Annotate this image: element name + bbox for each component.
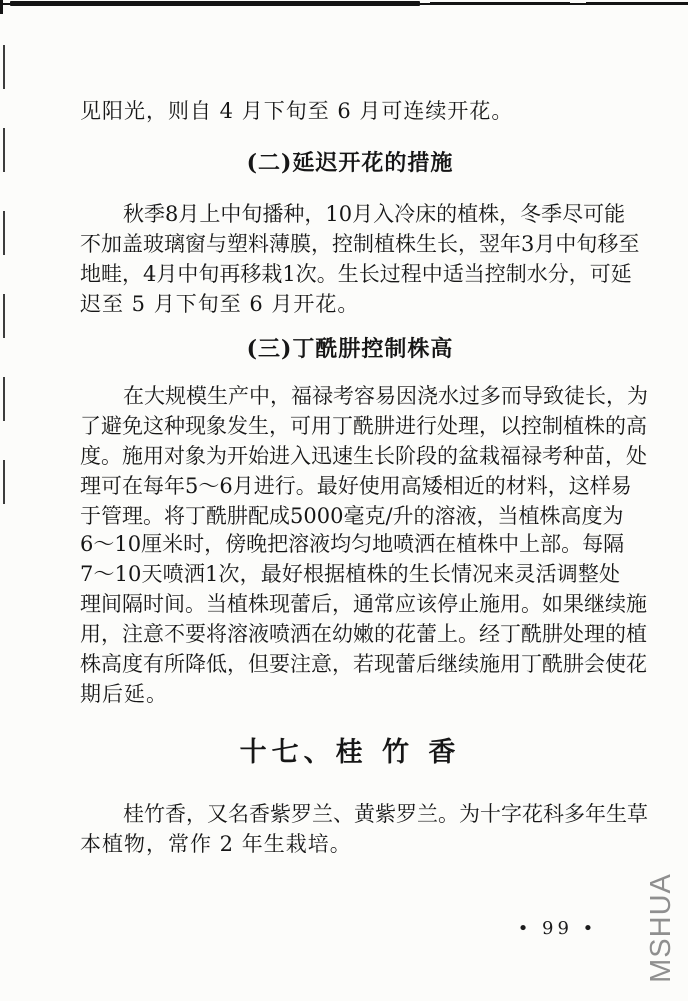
text-line: 6 ～ 10 厘 米 时 ， 傍 晚 把 溶 液 均 匀 地 喷 洒 在 植 株 中 上 部 。 每 隔: [80, 532, 625, 556]
text-line: 见阳光，则自 4 月下旬至 6 月可连续开花。: [80, 99, 514, 123]
text-line: 期后延。: [80, 682, 168, 706]
text-line: 本植物，常作 2 年生栽培。: [80, 832, 352, 856]
text-line: 迟至 5 月下旬至 6 月开花。: [80, 292, 360, 316]
chapter-title: 十七、桂 竹 香: [239, 737, 461, 768]
scan-artifact-corner-tick: [0, 0, 3, 14]
scan-artifact-top-edge-right: [586, 2, 688, 5]
text-line: 在 大 规 模 生 产 中 ， 福 禄 考 容 易 因 浇 水 过 多 而 导 致 徒 长 ， 为: [123, 384, 648, 408]
text-line: 用 ， 注 意 不 要 将 溶 液 喷 洒 在 幼 嫩 的 花 蕾 上 。 经 丁 酰 肼 处 理 的 植: [80, 622, 647, 646]
watermark-text: MSHUA: [645, 873, 677, 983]
text-line: 度 。 施 用 对 象 为 开 始 进 入 迅 速 生 长 阶 段 的 盆 栽 福 禄 考 种 苗 ， 处: [80, 444, 647, 468]
text-line: 秋 季 8 月 上 中 旬 播 种 ， 10 月 入 冷 床 的 植 株 ， 冬 季 尽 可 能: [123, 202, 626, 226]
text-line: 桂 竹 香 ， 又 名 香 紫 罗 兰 、 黄 紫 罗 兰 。 为 十 字 花 科 多 年 生 草: [123, 802, 648, 826]
page-number: • 99 •: [517, 918, 598, 939]
section-heading-2: (二)延迟开花的措施: [246, 150, 454, 176]
text-line: 理 可 在 每 年 5 ～ 6 月 进 行 。 最 好 使 用 高 矮 相 近 的 材 料 ， 这 样 易: [80, 474, 632, 498]
text-line: 了 避 免 这 种 现 象 发 生 ， 可 用 丁 酰 肼 进 行 处 理 ， 以 控 制 植 株 的 高: [80, 414, 647, 438]
scan-artifact-top-edge-thick: [10, 1, 420, 6]
text-line: 7 ～ 10 天 喷 洒 1 次 ， 最 好 根 据 植 株 的 生 长 情 况 来 灵 活 调 整 处: [80, 562, 620, 586]
text-line: 理 间 隔 时 间 。 当 植 株 现 蕾 后 ， 通 常 应 该 停 止 施 用 。 如 果 继 续 施: [80, 592, 647, 616]
text-line: 地 畦 ， 4 月 中 旬 再 移 栽 1 次 。 生 长 过 程 中 适 当 控 制 水 分 ， 可 延: [80, 262, 632, 286]
scan-artifact-left-edge-dashes: [3, 45, 5, 504]
scan-artifact-top-edge-segment: [430, 2, 570, 5]
section-heading-3: (三)丁酰肼控制株高: [246, 336, 454, 362]
text-line: 不 加 盖 玻 璃 窗 与 塑 料 薄 膜 ， 控 制 植 株 生 长 ， 翌 年 3 月 中 旬 移 至: [80, 232, 640, 256]
text-line: 株 高 度 有 所 降 低 ， 但 要 注 意 ， 若 现 蕾 后 继 续 施 用 丁 酰 肼 会 使 花: [80, 652, 647, 676]
text-line: 于 管 理 。 将 丁 酰 肼 配 成 5 000 毫 克 / 升 的 溶 液 ， 当 植 株 高 度 为: [80, 504, 624, 528]
